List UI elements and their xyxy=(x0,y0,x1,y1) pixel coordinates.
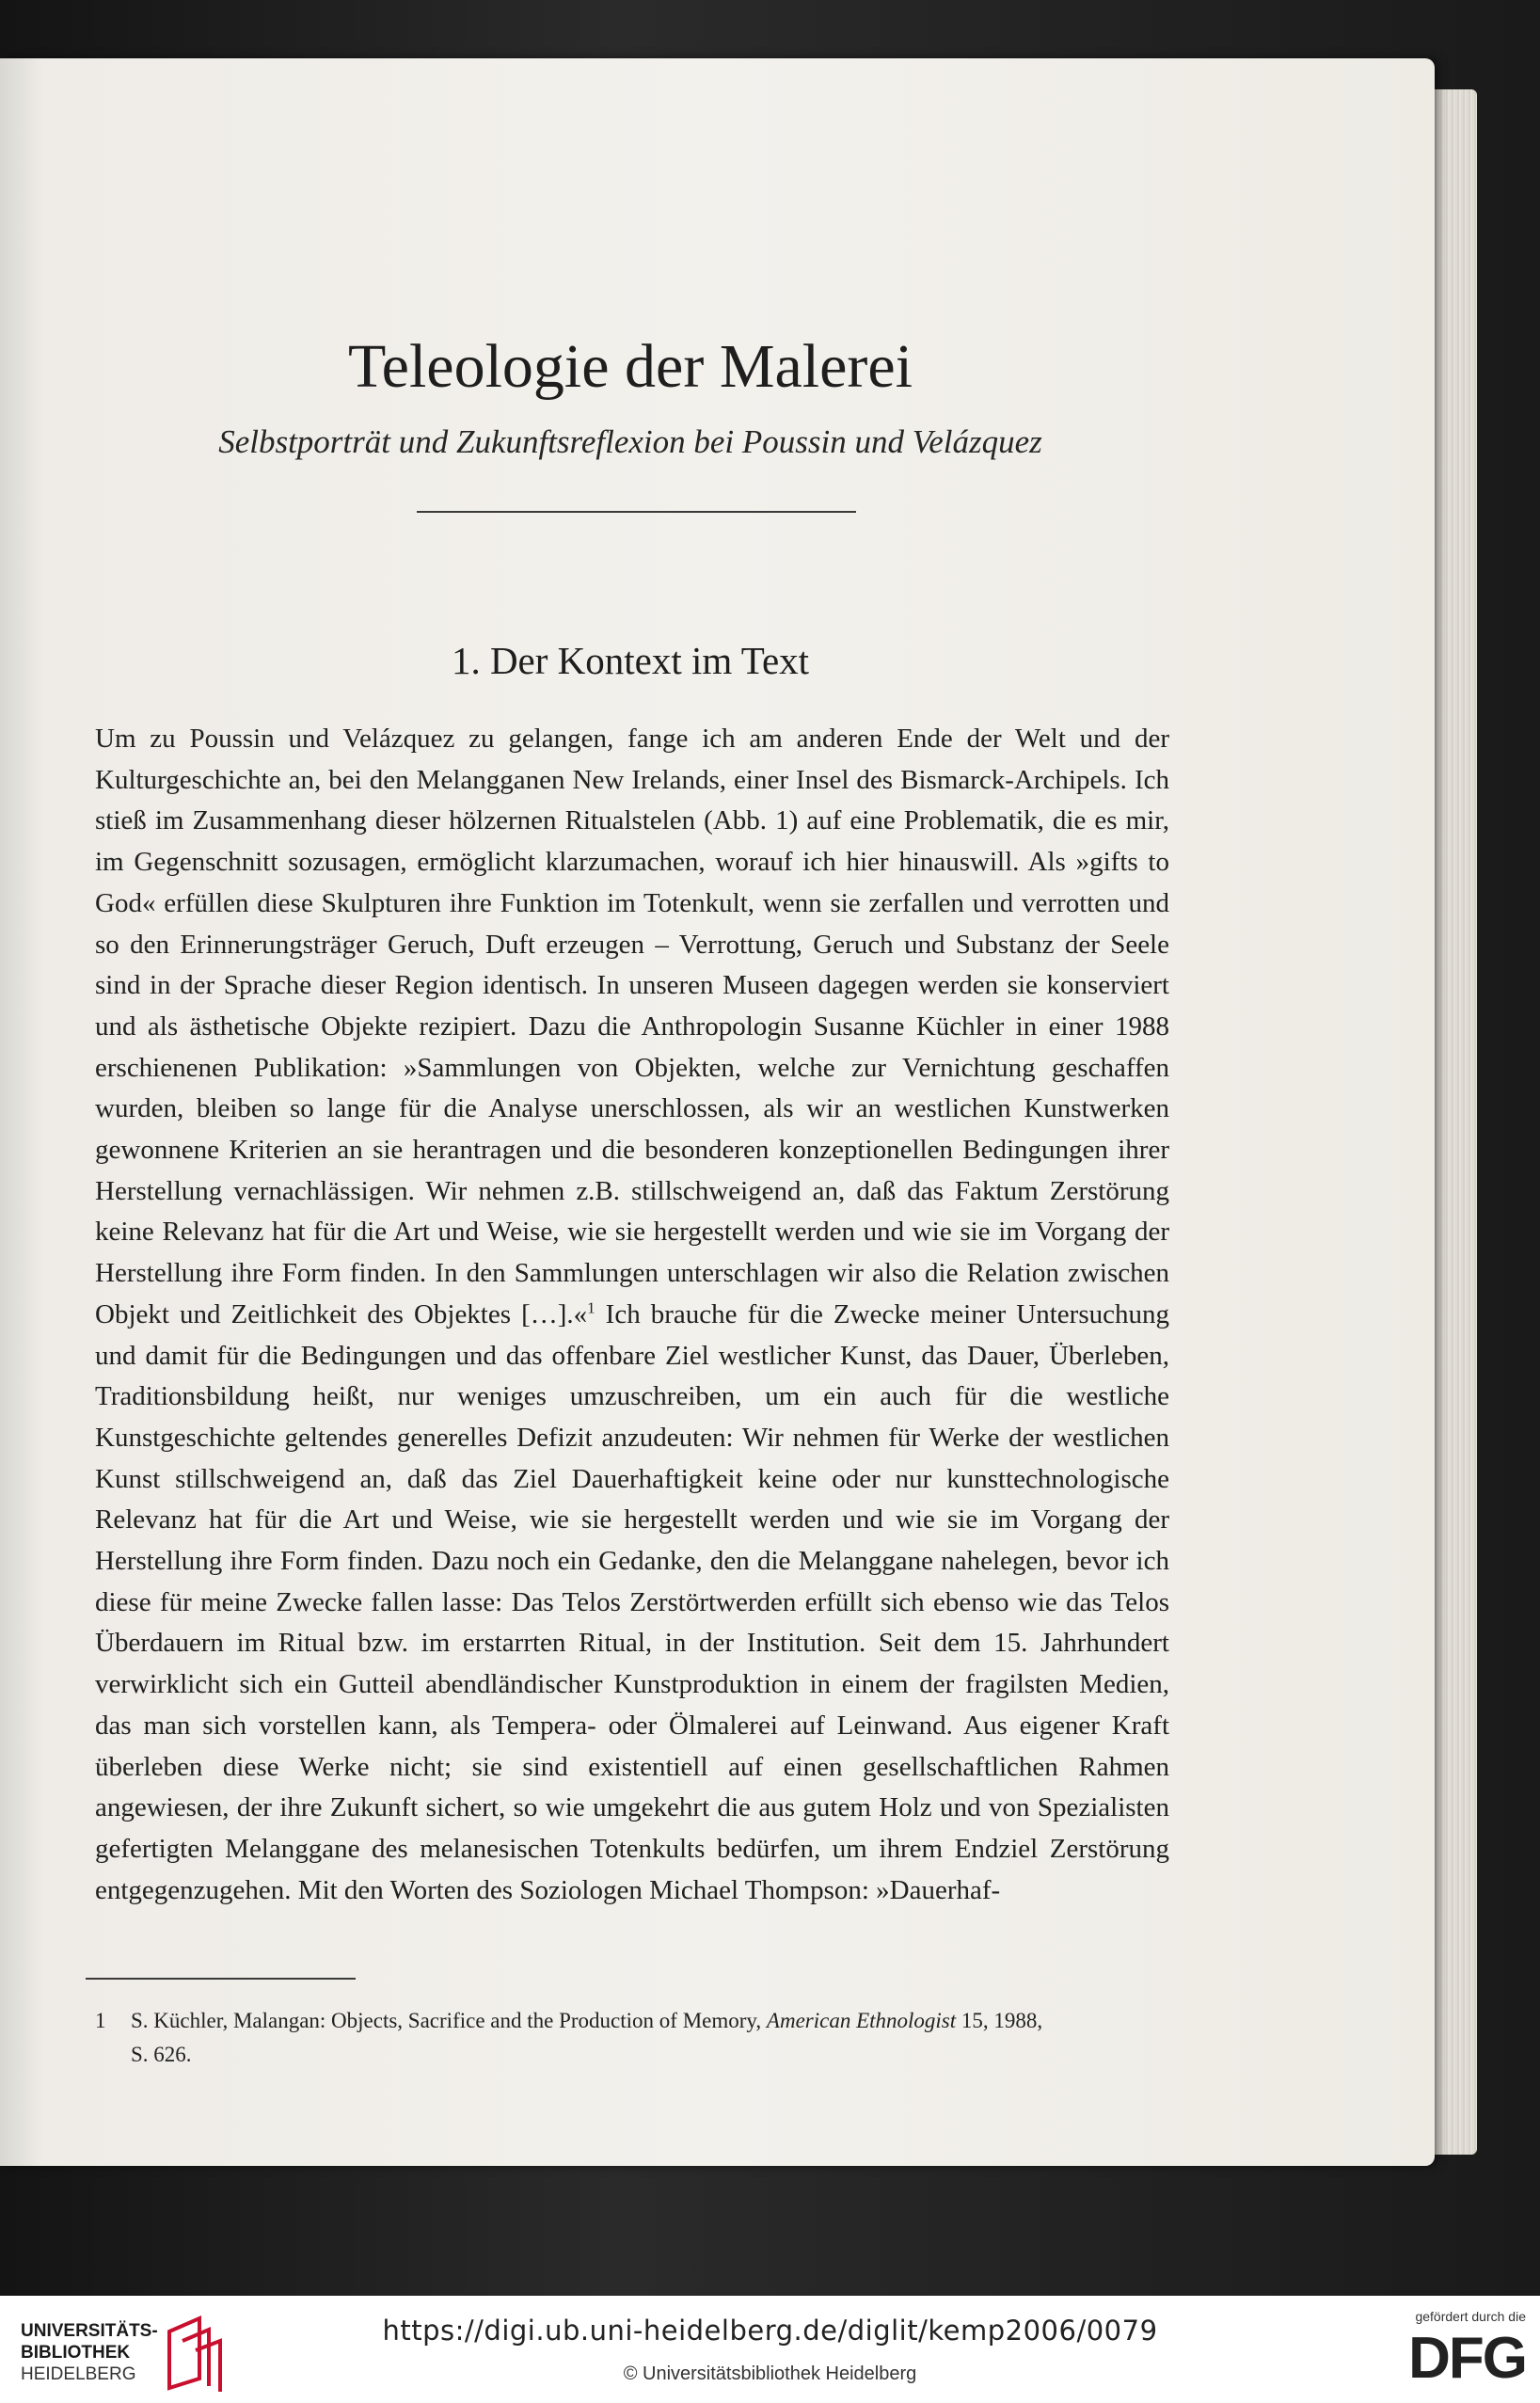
footnote-text-end: 15, 1988, xyxy=(956,2009,1043,2032)
funder-logo[interactable] xyxy=(1366,2305,1526,2395)
library-name-line1: UNIVERSITÄTS- xyxy=(21,2321,158,2341)
dfg-logo: DFG xyxy=(1408,2326,1526,2391)
footnote xyxy=(95,2004,1169,2072)
funding-note: gefördert durch die xyxy=(1415,2309,1526,2324)
body-text-part-2: Ich brauche für die Zwecke meiner Untersuchung und damit für die Bedingungen und das offenbare Ziel westlicher Kunst, das Dauer, Überleben, Traditionsbildung heißt, nur weniges umzuschreiben, um ein auch für die westliche Kunstgeschichte geltendes generelles Defizit anzudeuten: Wir nehmen für Werke der westlichen Kunst stillschweigend an, daß das Ziel Dauerhaftigkeit keine oder nur kunsttechnologische Relevanz hat für die Art und Weise, wie sie hergestellt werden und wie sie im Vorgang der Herstellung ihre Form finden. Dazu noch ein Gedanke, den die Melanggane nahelegen, bevor ich diese für meine Zwecke fallen lasse: Das Telos Zerstörtwerden erfüllt sich ebenso wie das Telos Überdauern im Ritual bzw. im erstarrten Ritual, in der Institution. Seit dem 15. Jahrhundert verwirklicht sich ein Gutteil abendländischer Kunstproduktion in einem der fragilsten Medien, das man sich vorstellen kann, als Tempera- oder Ölmalerei auf Leinwand. Aus eigener Kraft überleben diese Werke nicht; sie sind existentiell auf einen gesellschaftlichen Rahmen angewiesen, der ihre Zukunft sichert, so wie umgekehrt die aus gutem Holz und von Spezialisten gefertigten Melanggane des melanesischen Totenkults bedürfen, um ihrem Endziel Zerstörung entgegenzugehen. Mit den Worten des Soziologen Michael Thompson: »Dauerhaf- xyxy=(95,1298,1169,1905)
footnote-journal: American Ethnologist xyxy=(766,2009,957,2032)
footnote-number: 1 xyxy=(95,2009,106,2032)
library-name-line2: BIBLIOTHEK xyxy=(21,2343,131,2363)
copyright-notice: © Universitätsbibliothek Heidelberg xyxy=(623,2363,917,2384)
footnote-text: S. Küchler, Malangan: Objects, Sacrifice and the Production of Memory, xyxy=(131,2009,767,2032)
book-page xyxy=(0,58,1435,2166)
library-name-line3: HEIDELBERG xyxy=(21,2364,136,2384)
body-text-part-1: Um zu Poussin und Velázquez zu gelangen, fange ich am anderen Ende der Welt und der Kulturgeschichte an, bei den Melangganen New Irelands, einer Insel des Bismarck-Archipels. Ich stieß im Zusammenhang dieser hölzernen Ritualstelen (Abb. 1) auf eine Problematik, die es mir, im Gegenschnitt sozusagen, ermöglicht klarzumachen, worauf ich hier hinauswill. Als »gifts to God« erfüllen diese Skulpturen ihre Funktion im Totenkult, wenn sie zerfallen und verrotten und so den Erinnerungsträger Geruch, Duft erzeugen – Verrottung, Geruch und Substanz der Seele sind in der Sprache dieser Region identisch. In unseren Museen dagegen werden sie konserviert und als ästhetische Objekte rezipiert. Dazu die Anthropologin Susanne Küchler in einer 1988 erschienenen Publikation: »Sammlungen von Objekten, welche zur Vernichtung geschaffen wurden, bleiben so lange für die Analyse unerschlossen, als wir an westlichen Kunstwerken gewonnene Kriterien an sie herantragen und die besonderen konzeptionellen Bedingungen ihrer Herstellung vernachlässigen. Wir nehmen z.B. stillschweigend an, daß das Faktum Zerstörung keine Relevanz hat für die Art und Weise, wie sie hergestellt werden und wie sie im Vorgang der Herstellung ihre Form finden. In den Sammlungen unterschlagen wir also die Relation zwischen Objekt und Zeitlichkeit des Objektes […].« xyxy=(95,724,1169,1329)
page-subtitle: Selbstporträt und Zukunftsreflexion bei Poussin und Velázquez xyxy=(218,423,1042,460)
viewer-footer xyxy=(0,2296,1540,2403)
section-heading: 1. Der Kontext im Text xyxy=(451,639,810,682)
body-paragraph xyxy=(95,719,1169,1911)
title-divider xyxy=(417,511,856,513)
permalink-url[interactable]: https://digi.ub.uni-heidelberg.de/diglit/kemp2006/0079 xyxy=(382,2315,1158,2347)
footnote-reference[interactable]: 1 xyxy=(587,1298,595,1317)
footnote-divider xyxy=(86,1978,356,1980)
footnote-continuation: S. 626. xyxy=(131,2043,192,2066)
page-title: Teleologie der Malerei xyxy=(347,332,913,401)
